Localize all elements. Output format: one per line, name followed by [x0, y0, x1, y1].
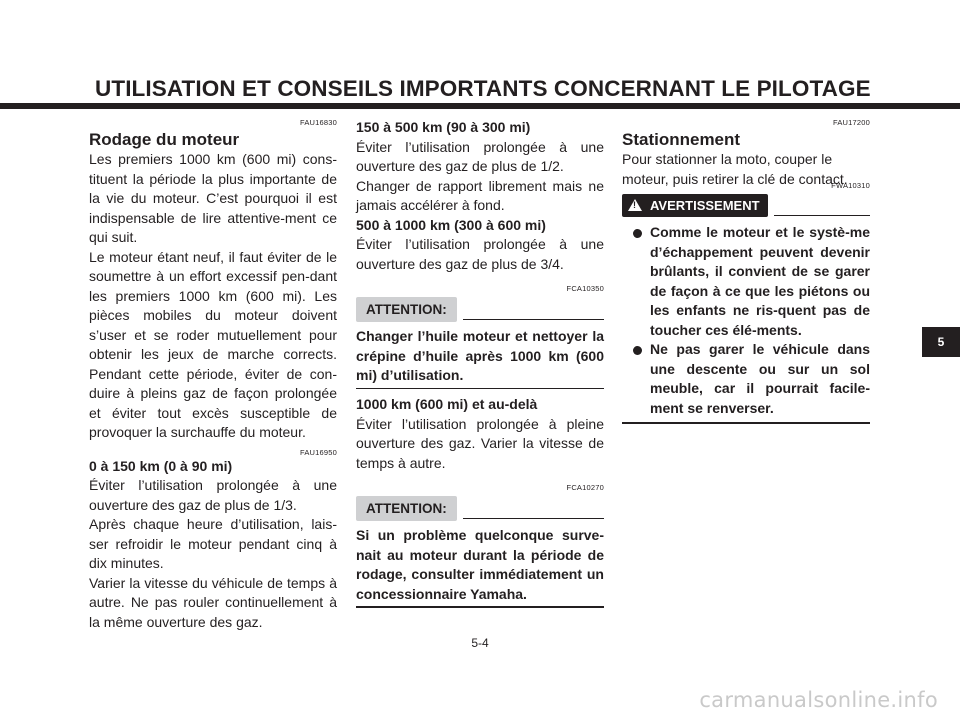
caution-end-rule [356, 606, 604, 608]
subheading-150-500: 150 à 500 km (90 à 300 mi) [356, 119, 531, 135]
caution-code: FCA10350 [566, 284, 604, 293]
paragraph: Éviter l’utilisation prolongée à une ouverture des gaz de plus de 1/3. [89, 477, 337, 513]
caution-header [356, 297, 604, 321]
warning-code: FWA10310 [831, 181, 870, 190]
caution-text: Changer l’huile moteur et nettoyer la crépine d’huile après 1000 km (600 mi) d’utilisation. [356, 328, 604, 383]
warning-header-rule [774, 215, 870, 217]
subheading-1000-plus: 1000 km (600 mi) et au-delà [356, 396, 538, 412]
caution-header [356, 496, 604, 520]
column-3 [622, 118, 870, 424]
section-heading-break-in: Rodage du moteur [89, 130, 240, 149]
subheading-500-1000: 500 à 1000 km (300 à 600 mi) [356, 216, 546, 233]
section-code: FAU16950 [299, 447, 337, 457]
paragraph: Éviter l’utilisation prolongée à pleine ouverture des gaz. Varier la vitesse de temps à autre. [356, 415, 604, 471]
caution-header-rule [463, 518, 604, 520]
caution-text: Si un problème quelconque surve-nait au moteur durant la période de rodage, consulter immédiatement un concessionnaire Yamaha. [356, 527, 604, 602]
caution-end-rule [356, 388, 604, 390]
paragraph: Éviter l’utilisation prolongée à une ouverture des gaz de plus de 1/2. [356, 138, 604, 174]
column-1 [89, 118, 337, 632]
paragraph: Pour stationner la moto, couper le moteur, puis retirer la clé de contact. [622, 151, 848, 187]
chapter-tab: 5 [922, 327, 960, 357]
caution-badge: ATTENTION: [356, 297, 457, 322]
warning-label: AVERTISSEMENT [650, 197, 760, 213]
paragraph: Le moteur étant neuf, il faut éviter de le soumettre à un effort excessif pen-dant les premiers 1000 km (600 mi). Les pièces mobiles du moteur doivent s’user et se roder mutuellement pour obtenir les jeux de marche corrects. Pendant cette période, éviter de con-duire à pleins gaz de façon prolongée et éviter tout excès susceptible de provoquer la surchauffe du moteur. [89, 248, 337, 440]
page-header-title: UTILISATION ET CONSEILS IMPORTANTS CONCERNANT LE PILOTAGE [95, 76, 871, 101]
header-rule [0, 103, 960, 109]
list-item: Comme le moteur et le systè-me d’échappement peuvent devenir brûlants, il convient de se garer de façon à ce que les piétons ou les enfants ne ris-quent pas de toucher ces élé-ments. [622, 223, 870, 340]
paragraph: Les premiers 1000 km (600 mi) cons-tituent la période la plus importante de la vie du moteur. C’est pourquoi il est indispensable de lire attentive-ment ce qui suit. [89, 151, 337, 245]
paragraph: Après chaque heure d’utilisation, lais-ser refroidir le moteur pendant cinq à dix minutes. [89, 516, 337, 571]
section-heading-parking: Stationnement [622, 130, 741, 149]
warning-badge [622, 194, 768, 217]
section-code: FAU16830 [299, 118, 337, 127]
caution-header-rule [463, 319, 604, 321]
column-2 [356, 118, 604, 608]
subheading-0-150: 0 à 150 km (0 à 90 mi) [89, 457, 233, 474]
section-code: FAU17200 [832, 118, 870, 127]
warning-end-rule [622, 422, 870, 424]
watermark: carmanualsonline.info [699, 688, 938, 712]
paragraph: Varier la vitesse du véhicule de temps à autre. Ne pas rouler continuellement à la même ouverture des gaz. [89, 574, 337, 630]
caution-badge: ATTENTION: [356, 496, 457, 521]
warning-list [622, 223, 870, 418]
paragraph: Éviter l’utilisation prolongée à une ouverture des gaz de plus de 3/4. [356, 236, 604, 272]
warning-triangle-icon [628, 199, 642, 211]
page-number: 5-4 [471, 636, 489, 650]
caution-code: FCA10270 [566, 483, 604, 492]
list-item: Ne pas garer le véhicule dans une descente ou sur un sol meuble, car il pourrait facile-ment se renverser. [622, 340, 870, 418]
paragraph: Changer de rapport librement mais ne jamais accélérer à fond. [356, 177, 604, 213]
warning-header [622, 193, 870, 217]
